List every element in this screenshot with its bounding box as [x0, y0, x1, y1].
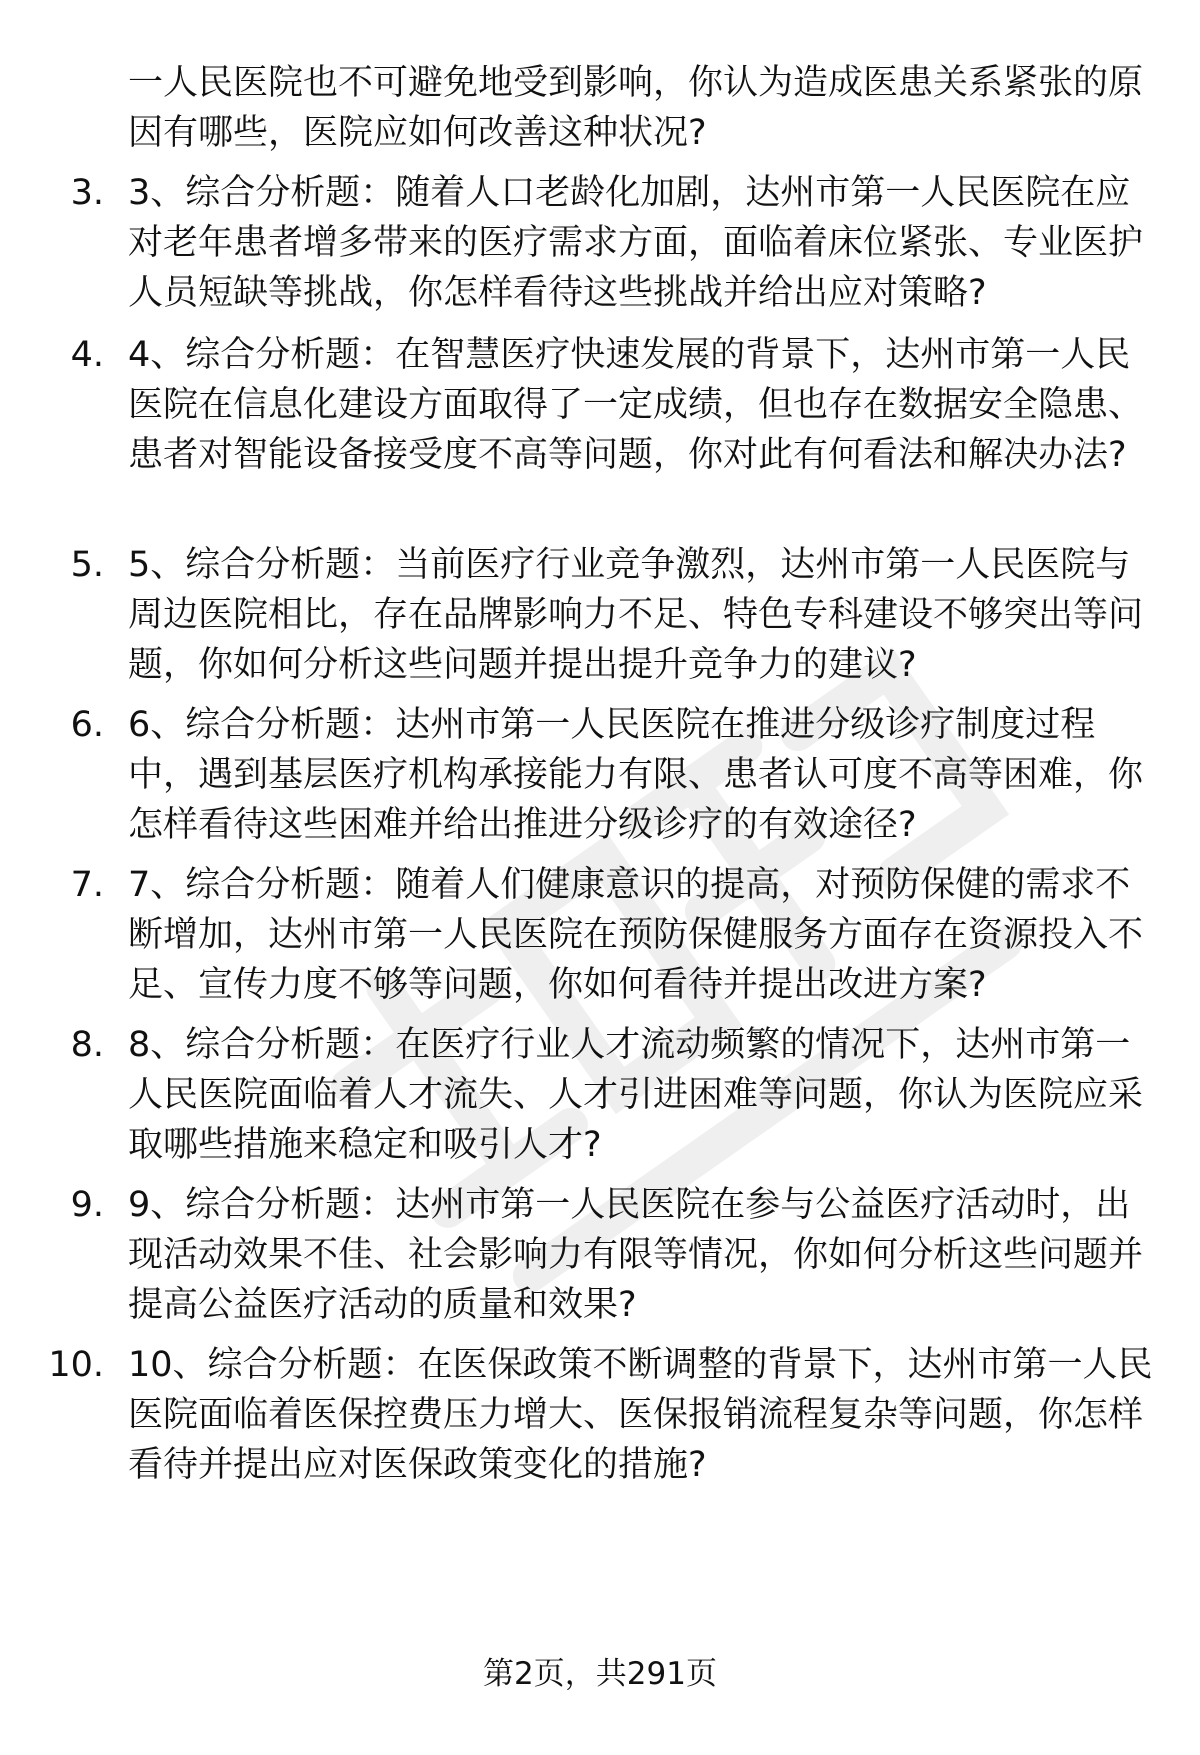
list-item-number: 10.: [48, 1345, 104, 1385]
list-item-text: 9、综合分析题：达州市第一人民医院在参与公益医疗活动时，出现活动效果不佳、社会影响力有限等情况，你如何分析这些问题并提高公益医疗活动的质量和效果?: [128, 1185, 1144, 1325]
list-item-number: 5.: [70, 545, 104, 585]
list-item-text: 3、综合分析题：随着人口老龄化加剧，达州市第一人民医院在应对老年患者增多带来的医疗需求方面，面临着床位紧张、专业医护人员短缺等挑战，你怎样看待这些挑战并给出应对策略?: [128, 173, 1144, 313]
list-item-text: 5、综合分析题：当前医疗行业竞争激烈，达州市第一人民医院与周边医院相比，存在品牌影响力不足、特色专科建设不够突出等问题，你如何分析这些问题并提出提升竞争力的建议?: [128, 545, 1144, 685]
list-item-text: 8、综合分析题：在医疗行业人才流动频繁的情况下，达州市第一人民医院面临着人才流失、人才引进困难等问题，你认为医院应采取哪些措施来稳定和吸引人才?: [128, 1025, 1144, 1165]
continuation-paragraph: 一人民医院也不可避免地受到影响，你认为造成医患关系紧张的原因有哪些，医院应如何改善这种状况?: [128, 63, 1144, 153]
list-item-number: 4.: [70, 335, 104, 375]
list-item-number: 8.: [70, 1025, 104, 1065]
list-item-text: 7、综合分析题：随着人们健康意识的提高，对预防保健的需求不断增加，达州市第一人民医院在预防保健服务方面存在资源投入不足、宣传力度不够等问题，你如何看待并提出改进方案?: [128, 865, 1144, 1005]
list-item-text: 6、综合分析题：达州市第一人民医院在推进分级诊疗制度过程中，遇到基层医疗机构承接能力有限、患者认可度不高等困难，你怎样看待这些困难并给出推进分级诊疗的有效途径?: [128, 705, 1144, 845]
list-item-number: 7.: [70, 865, 104, 905]
list-item-text: 10、综合分析题：在医保政策不断调整的背景下，达州市第一人民医院面临着医保控费压力增大、医保报销流程复杂等问题，你怎样看待并提出应对医保政策变化的措施?: [128, 1345, 1153, 1485]
list-item-number: 9.: [70, 1185, 104, 1225]
page-number-footer: 第2页，共291页: [483, 1656, 717, 1692]
list-item-number: 6.: [70, 705, 104, 745]
list-item-number: 3.: [70, 173, 104, 213]
list-item-text: 4、综合分析题：在智慧医疗快速发展的背景下，达州市第一人民医院在信息化建设方面取得了一定成绩，但也存在数据安全隐患、患者对智能设备接受度不高等问题，你对此有何看法和解决办法?: [128, 335, 1144, 475]
